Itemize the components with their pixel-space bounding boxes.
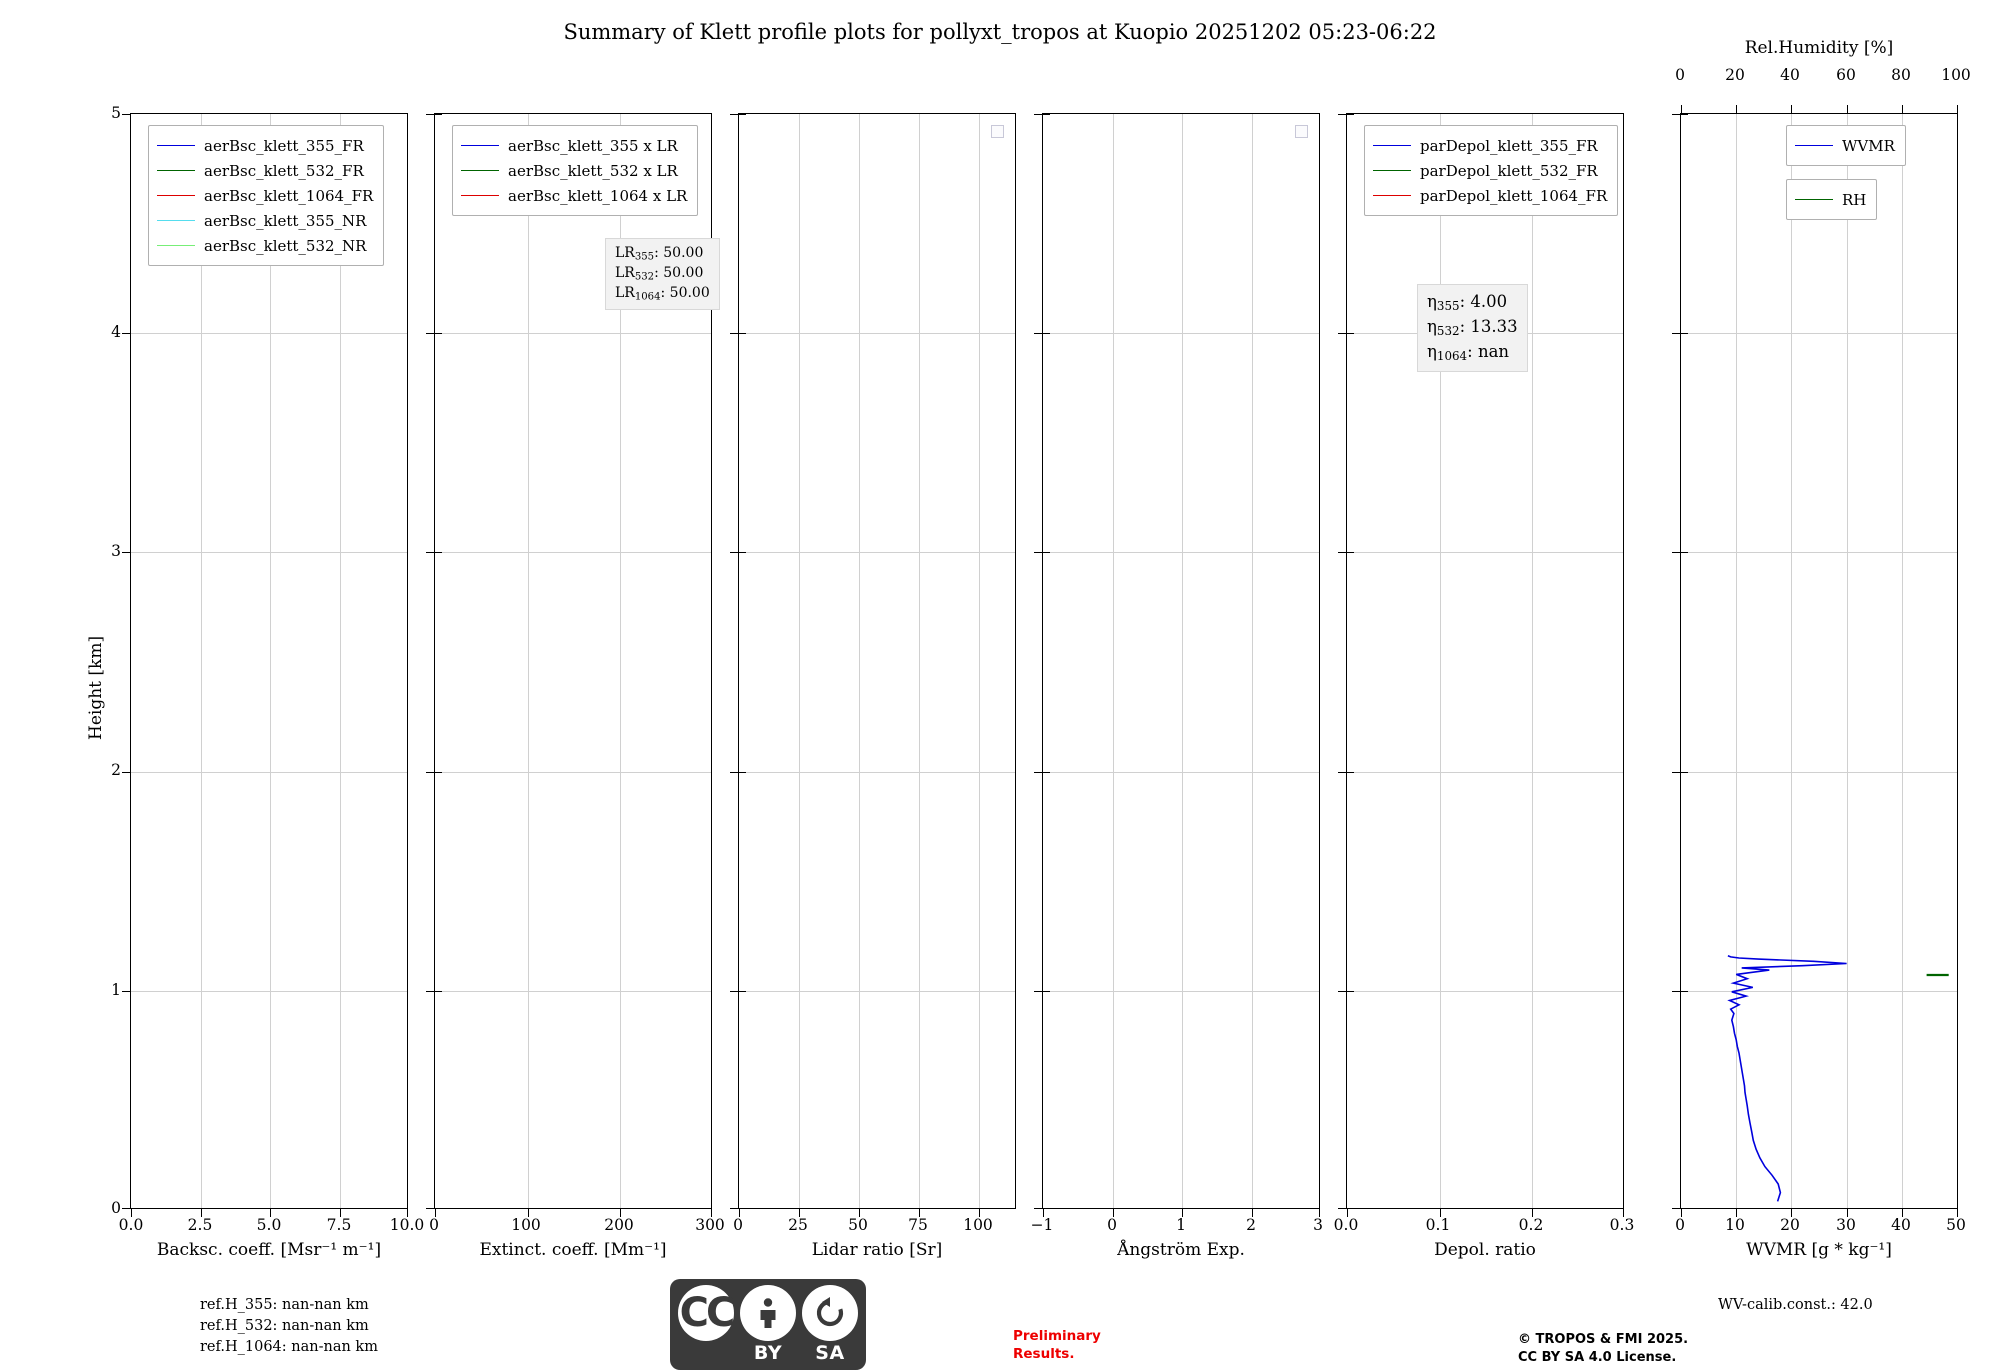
legend-label: aerBsc_klett_1064 x LR bbox=[508, 186, 688, 205]
gridline bbox=[1347, 772, 1623, 773]
legend-extinction bbox=[452, 125, 698, 216]
lr-532-symbol: $LR_{532}$: bbox=[615, 265, 659, 283]
gridline bbox=[1043, 552, 1319, 553]
page-title: Summary of Klett profile plots for pollyxt_tropos at Kuopio 20251202 05:23-06:22 bbox=[563, 20, 1437, 44]
gridline bbox=[270, 114, 271, 1208]
legend-label: parDepol_klett_532_FR bbox=[1420, 161, 1598, 180]
legend-item bbox=[157, 233, 373, 258]
legend-item bbox=[1373, 133, 1607, 158]
legend-item bbox=[157, 158, 373, 183]
top-x-tick-label: 40 bbox=[1780, 66, 1800, 84]
cc-cell-cc bbox=[678, 1285, 734, 1364]
top-axis-title-rh: Rel.Humidity [%] bbox=[1744, 38, 1894, 58]
cc-caption-by: BY bbox=[753, 1342, 783, 1364]
top-x-tick-label: 60 bbox=[1836, 66, 1856, 84]
legend-line-icon bbox=[157, 145, 195, 146]
legend-label: aerBsc_klett_355 x LR bbox=[508, 136, 678, 155]
gridline bbox=[1182, 114, 1183, 1208]
x-tick-label: 2.5 bbox=[187, 1216, 213, 1234]
gridline bbox=[1532, 114, 1533, 1208]
x-axis-title-depol: Depol. ratio bbox=[1434, 1240, 1536, 1260]
gridline bbox=[1043, 991, 1319, 992]
gridline bbox=[739, 552, 1015, 553]
x-tick-label: 5.0 bbox=[256, 1216, 282, 1234]
legend-item bbox=[1373, 158, 1607, 183]
legend-item bbox=[157, 183, 373, 208]
legend-line-icon bbox=[1373, 170, 1411, 171]
share-alike-icon bbox=[802, 1285, 858, 1341]
x-tick-label: 0 bbox=[733, 1216, 743, 1234]
gridline bbox=[131, 552, 407, 553]
preliminary-line-1: Preliminary bbox=[1013, 1328, 1101, 1344]
cc-cell-sa bbox=[802, 1285, 858, 1364]
legend-line-icon bbox=[1373, 195, 1411, 196]
y-tick-label: 5 bbox=[111, 104, 121, 122]
preliminary-line-2: Results. bbox=[1013, 1346, 1075, 1363]
gridline bbox=[131, 991, 407, 992]
x-tick-label: 50 bbox=[848, 1216, 868, 1234]
y-axis-title: Height [km] bbox=[86, 635, 106, 740]
gridline bbox=[1347, 552, 1623, 553]
legend-depol bbox=[1364, 125, 1618, 216]
x-tick-label: 0 bbox=[429, 1216, 439, 1234]
copyright-line-1: © TROPOS & FMI 2025. bbox=[1518, 1332, 1689, 1347]
panel-backscatter bbox=[130, 113, 408, 1209]
gridline bbox=[799, 114, 800, 1208]
gridline bbox=[739, 333, 1015, 334]
eta-355-symbol: $\eta_{355}$: bbox=[1427, 292, 1466, 313]
y-tick-label: 1 bbox=[111, 981, 121, 999]
legend-line-icon bbox=[157, 195, 195, 196]
eta-355-value: 4.00 bbox=[1470, 292, 1508, 311]
legend-label: aerBsc_klett_355_NR bbox=[204, 211, 367, 230]
x-tick-label: 0.3 bbox=[1609, 1216, 1635, 1234]
legend-label: parDepol_klett_355_FR bbox=[1420, 136, 1598, 155]
lr-532-value: 50.00 bbox=[663, 265, 704, 282]
eta-532-row bbox=[1427, 315, 1518, 340]
gridline bbox=[1113, 114, 1114, 1208]
gridline bbox=[1440, 114, 1441, 1208]
panel-lidar-ratio bbox=[738, 113, 1016, 1209]
top-x-tick-label: 0 bbox=[1675, 66, 1685, 84]
legend-label: aerBsc_klett_1064_FR bbox=[204, 186, 374, 205]
x-tick-label: 300 bbox=[695, 1216, 725, 1234]
x-tick-label: 10 bbox=[1725, 1216, 1745, 1234]
legend-item bbox=[461, 158, 687, 183]
gridline bbox=[919, 114, 920, 1208]
ref-h-355: ref.H_355: nan-nan km bbox=[200, 1297, 369, 1313]
x-axis-title-lidar-ratio: Lidar ratio [Sr] bbox=[811, 1240, 943, 1260]
top-x-tick-label: 80 bbox=[1891, 66, 1911, 84]
y-tick-label: 3 bbox=[111, 542, 121, 560]
cc-cell-by bbox=[740, 1285, 796, 1364]
cc-caption-sa: SA bbox=[815, 1342, 845, 1364]
legend-item bbox=[461, 133, 687, 158]
x-tick-label: 0.0 bbox=[118, 1216, 144, 1234]
eta-532-symbol: $\eta_{532}$: bbox=[1427, 317, 1466, 339]
legend-item bbox=[157, 208, 373, 233]
x-tick-label: 25 bbox=[788, 1216, 808, 1234]
legend-line-icon bbox=[461, 195, 499, 196]
x-axis-title-extinction: Extinct. coeff. [Mm⁻¹] bbox=[479, 1240, 667, 1260]
y-tick-label: 0 bbox=[111, 1199, 121, 1217]
lr-532-row bbox=[615, 264, 710, 284]
legend-item bbox=[461, 183, 687, 208]
ref-height-notes bbox=[200, 1295, 378, 1358]
empty-legend-marker bbox=[1295, 125, 1308, 138]
x-tick-label: −1 bbox=[1030, 1216, 1054, 1234]
legend-label: aerBsc_klett_532 x LR bbox=[508, 161, 678, 180]
legend-label: aerBsc_klett_355_FR bbox=[204, 136, 364, 155]
gridline bbox=[1043, 772, 1319, 773]
legend-label: WVMR bbox=[1842, 136, 1895, 155]
y-tick-label: 2 bbox=[111, 761, 121, 779]
wv-calib-const: WV-calib.const.: 42.0 bbox=[1718, 1297, 1873, 1313]
gridline bbox=[739, 991, 1015, 992]
gridline bbox=[340, 114, 341, 1208]
gridline bbox=[435, 991, 711, 992]
copyright-note bbox=[1518, 1331, 1688, 1366]
legend-item bbox=[157, 133, 373, 158]
legend-backscatter bbox=[148, 125, 384, 266]
gridline bbox=[435, 333, 711, 334]
panel-angstrom bbox=[1042, 113, 1320, 1209]
x-tick-label: 100 bbox=[511, 1216, 541, 1234]
top-x-tick-label: 20 bbox=[1725, 66, 1745, 84]
eta-1064-symbol: $\eta_{1064}$: bbox=[1427, 342, 1473, 364]
empty-legend-marker bbox=[991, 125, 1004, 138]
lidar-ratio-infobox bbox=[605, 238, 720, 310]
panel-extinction bbox=[434, 113, 712, 1209]
eta-532-value: 13.33 bbox=[1470, 317, 1518, 337]
gridline bbox=[859, 114, 860, 1208]
x-tick-label: 20 bbox=[1780, 1216, 1800, 1234]
cc-icon: CC bbox=[678, 1285, 734, 1341]
x-tick-label: 2 bbox=[1246, 1216, 1256, 1234]
eta-1064-row bbox=[1427, 340, 1518, 365]
gridline bbox=[1043, 333, 1319, 334]
lr-1064-value: 50.00 bbox=[669, 285, 710, 302]
x-tick-label: 0 bbox=[1107, 1216, 1117, 1234]
preliminary-results-note bbox=[1013, 1327, 1101, 1363]
lr-1064-symbol: $LR_{1064}$: bbox=[615, 285, 666, 303]
lr-1064-row bbox=[615, 284, 710, 304]
rh-profile-curve bbox=[1681, 114, 1957, 1208]
copyright-line-2: CC BY SA 4.0 License. bbox=[1518, 1349, 1677, 1365]
x-axis-title-angstrom: Ångström Exp. bbox=[1117, 1240, 1245, 1260]
eta-infobox bbox=[1417, 284, 1528, 372]
cc-license-badge bbox=[670, 1279, 866, 1370]
lr-355-symbol: $LR_{355}$: bbox=[615, 245, 659, 263]
x-axis-title-backscatter: Backsc. coeff. [Msr⁻¹ m⁻¹] bbox=[156, 1240, 382, 1260]
x-tick-label: 200 bbox=[604, 1216, 634, 1234]
panel-depol-ratio bbox=[1346, 113, 1624, 1209]
legend-line-icon bbox=[461, 145, 499, 146]
x-tick-label: 0 bbox=[1675, 1216, 1685, 1234]
gridline bbox=[201, 114, 202, 1208]
ref-h-532: ref.H_532: nan-nan km bbox=[200, 1318, 369, 1335]
gridline bbox=[979, 114, 980, 1208]
x-tick-label: 30 bbox=[1836, 1216, 1856, 1234]
x-tick-label: 0.1 bbox=[1425, 1216, 1451, 1234]
x-tick-label: 50 bbox=[1946, 1216, 1966, 1234]
ref-h-1064: ref.H_1064: nan-nan km bbox=[200, 1339, 378, 1356]
panel-wvmr bbox=[1680, 113, 1958, 1209]
gridline bbox=[739, 772, 1015, 773]
x-tick-label: 75 bbox=[908, 1216, 928, 1234]
gridline bbox=[1347, 991, 1623, 992]
top-x-tick-label: 100 bbox=[1941, 66, 1971, 84]
x-tick-label: 0.0 bbox=[1333, 1216, 1359, 1234]
gridline bbox=[435, 772, 711, 773]
x-tick-label: 10.0 bbox=[389, 1216, 425, 1234]
x-tick-label: 40 bbox=[1891, 1216, 1911, 1234]
legend-label: aerBsc_klett_532_NR bbox=[204, 236, 367, 255]
gridline bbox=[435, 552, 711, 553]
x-axis-title-wvmr: WVMR [g * kg⁻¹] bbox=[1746, 1240, 1892, 1260]
gridline bbox=[131, 772, 407, 773]
legend-label: parDepol_klett_1064_FR bbox=[1420, 186, 1608, 205]
legend-line-icon bbox=[157, 220, 195, 221]
x-tick-label: 0.2 bbox=[1518, 1216, 1544, 1234]
lr-355-value: 50.00 bbox=[663, 245, 704, 261]
legend-item bbox=[1373, 183, 1607, 208]
legend-line-icon bbox=[157, 170, 195, 171]
legend-line-icon bbox=[157, 245, 195, 246]
person-icon bbox=[740, 1285, 796, 1341]
legend-label: aerBsc_klett_532_FR bbox=[204, 161, 364, 180]
gridline bbox=[528, 114, 529, 1208]
gridline bbox=[1252, 114, 1253, 1208]
x-tick-label: 1 bbox=[1176, 1216, 1186, 1234]
legend-line-icon bbox=[1373, 145, 1411, 146]
legend-line-icon bbox=[461, 170, 499, 171]
eta-1064-value: nan bbox=[1477, 342, 1510, 362]
eta-355-row bbox=[1427, 290, 1518, 315]
gridline bbox=[131, 333, 407, 334]
x-tick-label: 3 bbox=[1313, 1216, 1323, 1234]
y-tick-label: 4 bbox=[111, 323, 121, 341]
x-tick-label: 100 bbox=[963, 1216, 993, 1234]
x-tick-label: 7.5 bbox=[326, 1216, 352, 1234]
lr-355-row bbox=[615, 244, 710, 264]
legend-label: RH bbox=[1842, 190, 1867, 209]
